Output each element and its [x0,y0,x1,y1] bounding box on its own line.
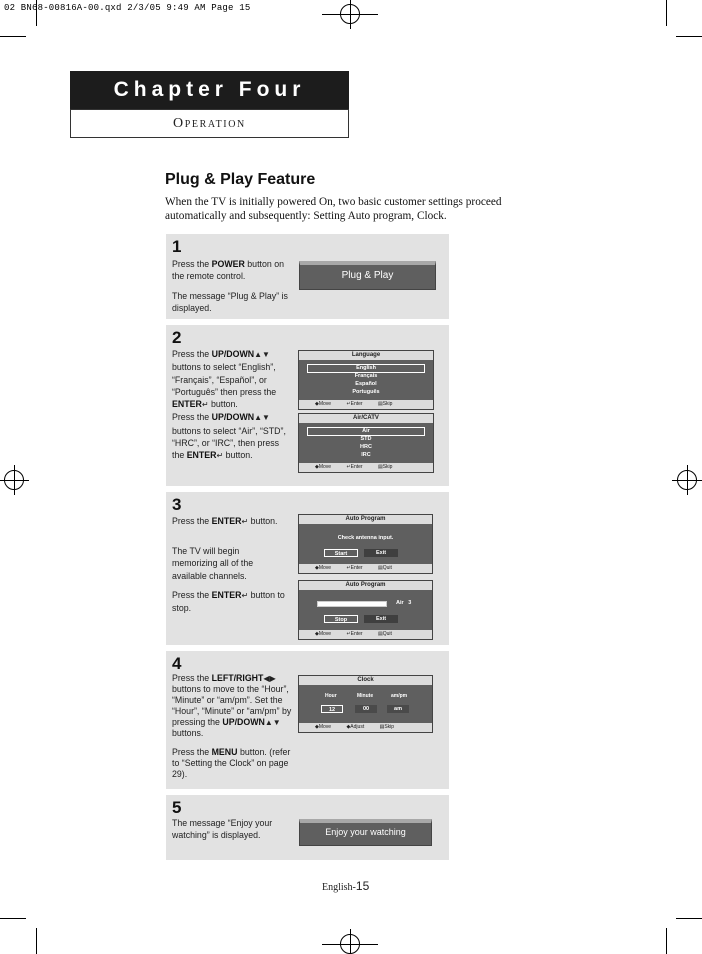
menu-option: STD [360,436,372,442]
step-instruction: Press the MENU button. (refer to “Setting the Clock” on page 29). [172,747,291,780]
menu-option: Français [354,373,378,379]
step-instruction: Press the LEFT/RIGHT◀▶ buttons to move to the “Hour”, “Minute” or “am/pm”. Set the “Hour”, “Minute” or “am/pm” by pressing the UP/DOWN▲▼ buttons. [172,673,292,739]
screen-help-bar: ◆Move ↵Enter ▤Skip [299,400,433,409]
step-number: 4 [172,654,182,673]
up-down-arrows-icon: ▲▼ [264,718,281,728]
screen-help-bar: ◆Move ↵Enter ▤Quit [299,630,432,639]
tv-screen-auto-program-progress [298,580,433,640]
page-footer [322,877,369,895]
enter-icon: ↵ [241,591,249,600]
screen-title: Air/CATV [299,414,433,423]
crop-mark [676,918,702,919]
footer-language: English- [322,882,356,893]
screen-message: Plug & Play [341,270,394,281]
step-panel-2 [166,325,449,486]
tv-screen-plug-play [299,261,436,290]
registration-mark-icon [4,470,24,490]
screen-help-bar: ◆Move ↵Enter ▤Skip [299,463,433,472]
tv-screen-enjoy [299,819,432,846]
crop-mark [36,928,37,954]
step-instruction: Press the ENTER↵ button to stop. [172,590,285,614]
section-title: Plug & Play Feature [165,171,316,188]
up-down-arrows-icon: ▲▼ [254,350,270,359]
step-number: 2 [172,328,182,347]
menu-option: Air [362,428,370,434]
tv-screen-language [298,350,434,410]
enter-icon: ↵ [216,451,224,461]
registration-mark-icon [677,470,697,490]
menu-option: IRC [361,452,371,458]
print-slug: 02 BN68-00816A-00.qxd 2/3/05 9:49 AM Page 15 [4,3,251,13]
crop-mark [0,918,26,919]
step-panel-1 [166,234,449,319]
step-panel-3 [166,492,449,645]
ampm-field[interactable]: am [387,705,409,713]
tv-screen-clock [298,675,433,733]
progress-bar [317,601,387,607]
menu-option: Español [355,381,377,387]
step-panel-5 [166,795,449,860]
minute-field[interactable]: 00 [355,705,377,713]
screen-help-bar: ◆Move ↵Enter ▤Quit [299,564,432,573]
screen-message: Enjoy your watching [325,827,406,837]
enter-icon: ↵ [201,400,209,410]
step-panel-4 [166,651,449,789]
chapter-title: Chapter Four [70,71,349,109]
screen-message: Check antenna input. [337,535,394,541]
left-right-arrows-icon: ◀▶ [263,674,276,683]
enter-icon: ↵ [241,517,249,526]
hour-label: Hour [325,693,337,699]
tv-screen-auto-program [298,514,433,574]
registration-mark-icon [340,4,360,24]
stop-button[interactable]: Stop [324,615,358,623]
intro-paragraph: When the TV is initially powered On, two basic customer settings proceed automatically and subsequently: Setting Auto program, Clock. [165,196,502,222]
step-instruction: The message “Plug & Play” is displayed. [172,291,288,314]
step-instruction: The message “Enjoy your watching” is displayed. [172,818,273,841]
page-number: 15 [355,879,370,893]
screen-help-bar: ◆Move ◆Adjust ▤Skip [299,723,432,732]
tv-screen-air-catv [298,413,434,473]
minute-label: Minute [357,693,374,699]
exit-button[interactable]: Exit [364,549,398,557]
crop-mark [0,36,26,37]
screen-title: Clock [299,676,432,685]
crop-mark [666,928,667,954]
menu-option: HRC [360,444,372,450]
screen-title: Auto Program [299,581,432,590]
menu-option: Português [352,389,380,395]
crop-mark [666,0,667,26]
screen-title: Auto Program [299,515,432,524]
step-instruction: Press the POWER button on the remote control. [172,259,284,282]
ampm-label: am/pm [391,693,408,699]
step-instruction: Press the UP/DOWN▲▼ buttons to select “English”, “Français”, “Español”, or “Português” then press the ENTER↵ button. Press the UP/DOWN▲▼ buttons to select “Air”, “STD”, “HRC”, or “IRC”, then press the ENTER↵ button. [172,349,286,461]
step-instruction: Press the ENTER↵ button. [172,516,278,526]
crop-mark [676,36,702,37]
channel-readout: Air 3 [396,600,412,606]
start-button[interactable]: Start [324,549,358,557]
step-number: 1 [172,237,182,256]
chapter-subtitle: OPERATION [70,109,349,138]
menu-option: English [356,365,376,371]
exit-button[interactable]: Exit [364,615,398,623]
up-down-arrows-icon: ▲▼ [254,413,270,423]
step-number: 5 [172,798,182,817]
step-instruction: The TV will begin memorizing all of the available channels. [172,546,254,581]
screen-title: Language [299,351,433,360]
hour-field[interactable]: 12 [321,705,343,713]
registration-mark-icon [340,934,360,954]
step-number: 3 [172,495,182,514]
